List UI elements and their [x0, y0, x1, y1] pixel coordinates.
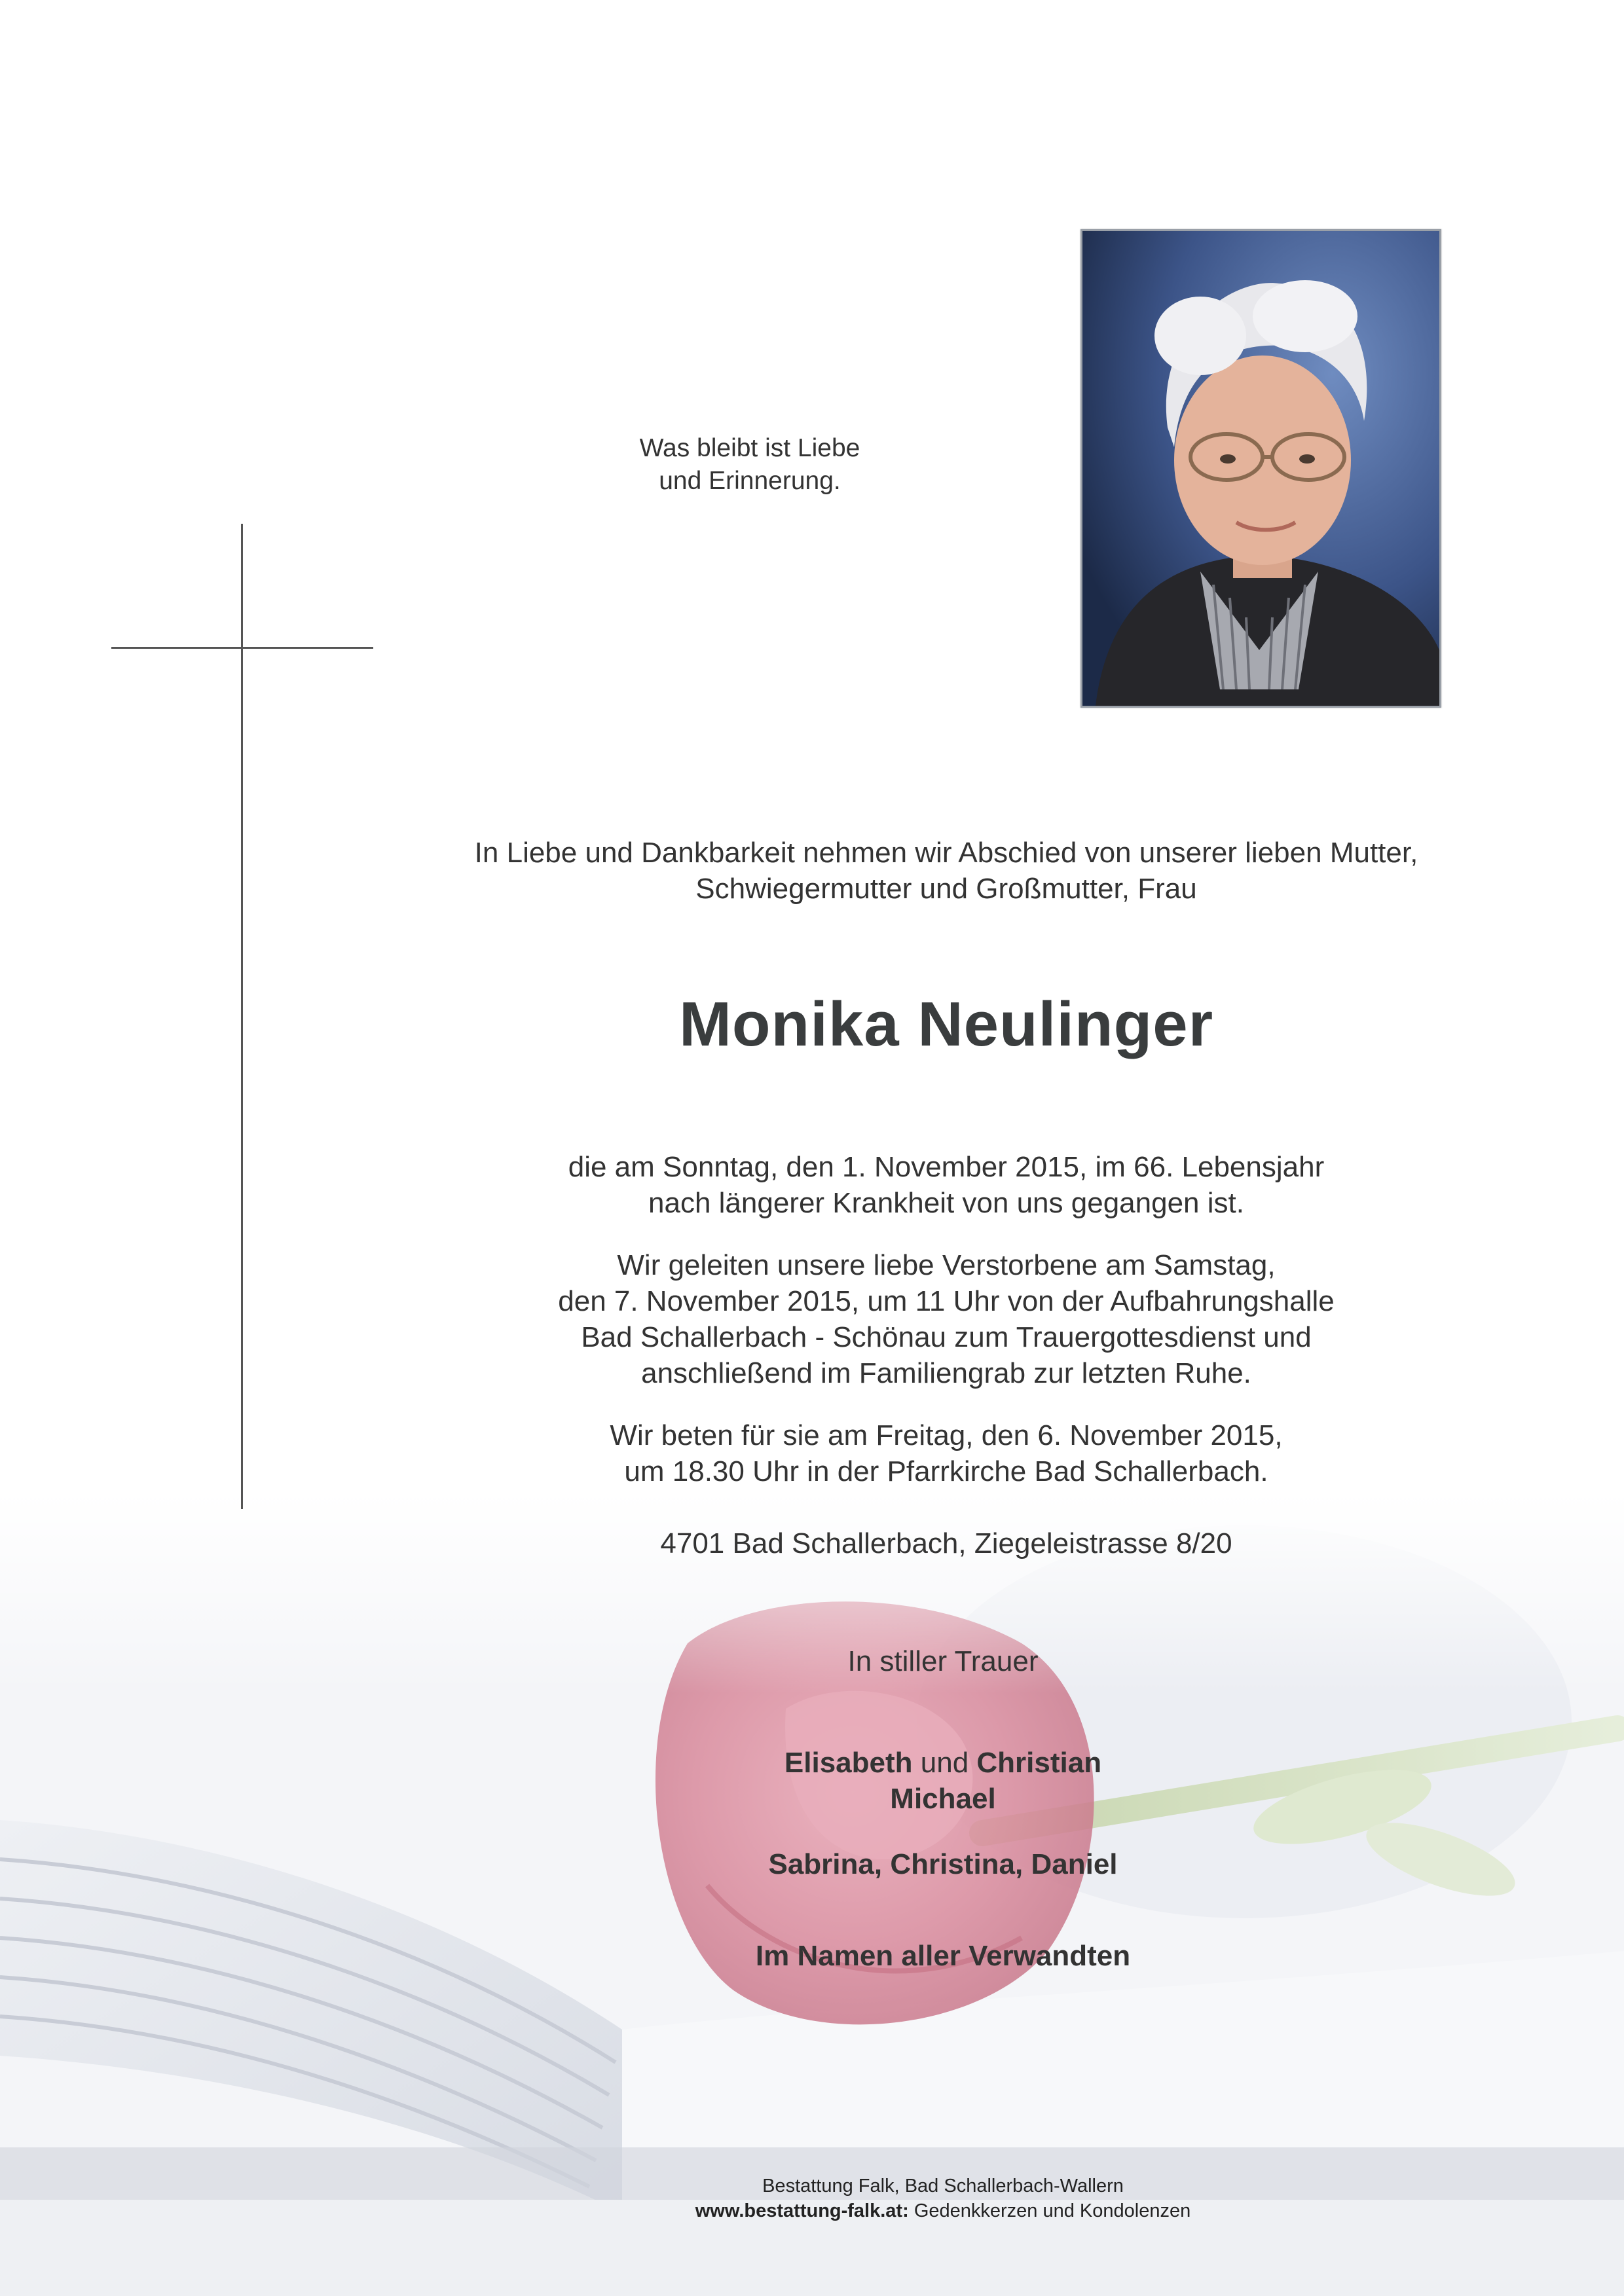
- family-relatives: Im Namen aller Verwandten: [755, 1940, 1131, 1972]
- footer: [589, 2174, 1297, 2223]
- portrait-photo: [1080, 229, 1441, 708]
- cross-icon-crossbar: [111, 647, 373, 649]
- footer-website-link[interactable]: www.bestattung-falk.at:: [695, 2200, 909, 2221]
- motto: [521, 432, 979, 498]
- family-name: Elisabeth: [784, 1747, 913, 1779]
- family-address: 4701 Bad Schallerbach, Ziegeleistrasse 8/20: [660, 1527, 1232, 1559]
- motto-line: und Erinnerung.: [659, 467, 841, 495]
- death-notice-line: die am Sonntag, den 1. November 2015, im 66. Lebensjahr: [568, 1151, 1325, 1183]
- funeral-line: Wir geleiten unsere liebe Verstorbene am Samstag,: [617, 1249, 1276, 1281]
- funeral-line: anschließend im Familiengrab zur letzten Ruhe.: [641, 1357, 1251, 1389]
- funeral-line: den 7. November 2015, um 11 Uhr von der Aufbahrungshalle: [558, 1285, 1335, 1317]
- prayer-line: um 18.30 Uhr in der Pfarrkirche Bad Schallerbach.: [624, 1455, 1268, 1487]
- funeral-line: Bad Schallerbach - Schönau zum Trauergottesdienst und: [581, 1321, 1312, 1353]
- prayer-line: Wir beten für sie am Freitag, den 6. November 2015,: [610, 1419, 1283, 1451]
- family-name: Michael: [890, 1783, 996, 1815]
- intro-line: Schwiegermutter und Großmutter, Frau: [695, 873, 1197, 905]
- family-children: [589, 1745, 1297, 1817]
- intro-line: In Liebe und Dankbarkeit nehmen wir Abschied von unserer lieben Mutter,: [474, 837, 1418, 869]
- footer-text: Gedenkkerzen und Kondolenzen: [913, 2200, 1191, 2221]
- footer-line: [589, 2198, 1297, 2223]
- prayer-info: [393, 1417, 1500, 1489]
- footer-line: Bestattung Falk, Bad Schallerbach-Wallern: [762, 2176, 1124, 2196]
- cross-icon: [241, 524, 243, 1509]
- deceased-name: Monika Neulinger: [678, 989, 1214, 1059]
- motto-line: Was bleibt ist Liebe: [639, 434, 860, 462]
- death-notice: [393, 1149, 1500, 1221]
- family-line: [589, 1745, 1297, 1781]
- family-grandchildren: Sabrina, Christina, Daniel: [768, 1848, 1118, 1880]
- funeral-info: [393, 1247, 1500, 1391]
- family-name: Christian: [976, 1747, 1102, 1779]
- family-conjunction: und: [920, 1747, 969, 1779]
- death-notice-line: nach längerer Krankheit von uns gegangen ist.: [648, 1187, 1244, 1219]
- intro-text: [393, 835, 1500, 907]
- mourning-label: In stiller Trauer: [847, 1645, 1039, 1677]
